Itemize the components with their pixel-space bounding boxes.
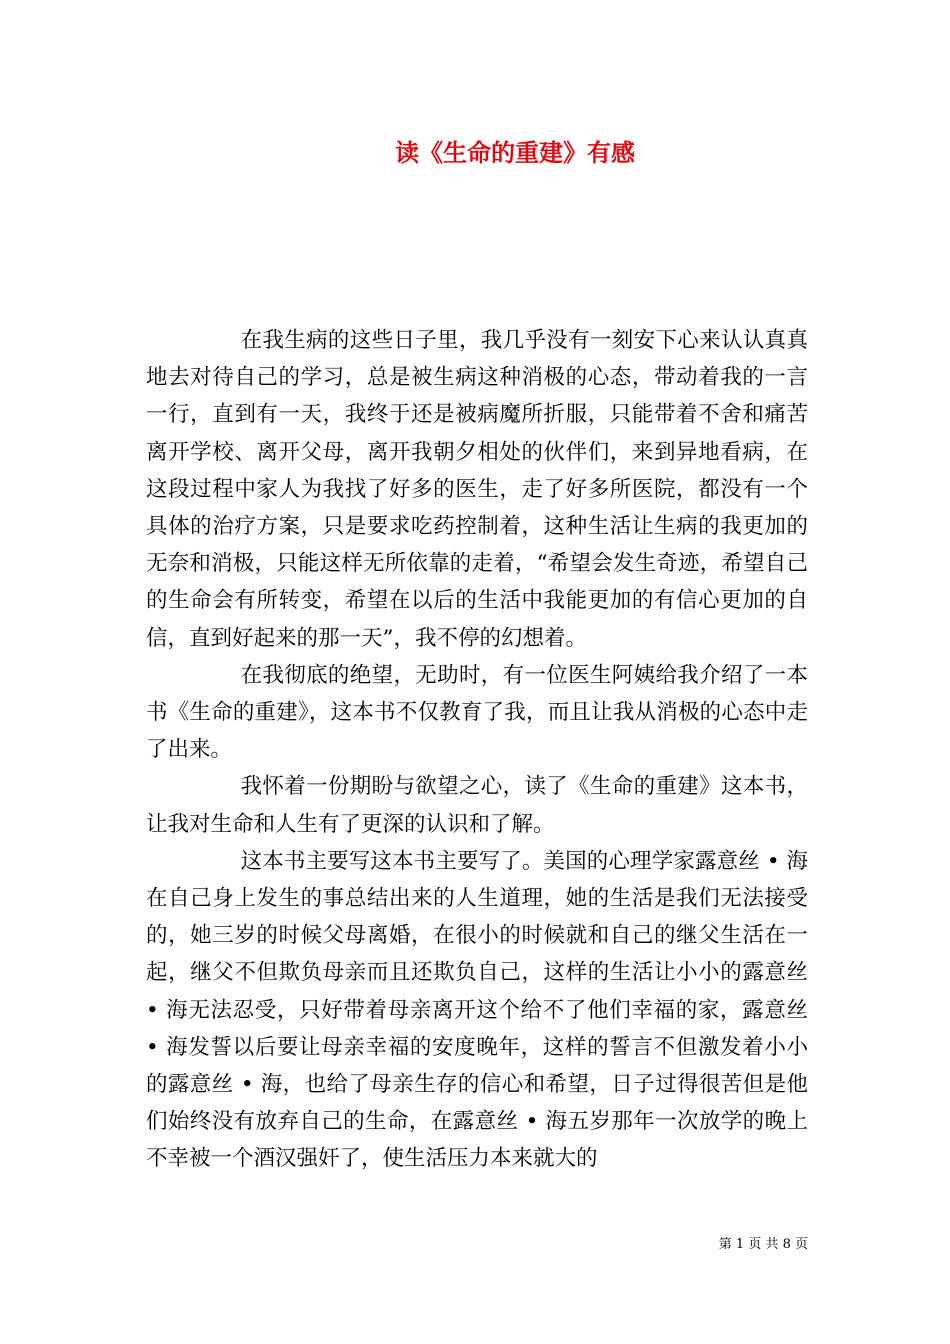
paragraph-4: 这本书主要写这本书主要写了。美国的心理学家露意丝 • 海在自己身上发生的事总结出来的人生道理，她的生活是我们无法接受的，她三岁的时候父母离婚，在很小的时候就和自己的继父生活在一起，继父不但欺负母亲而且还欺负自己，这样的生活让小小的露意丝 • 海无法忍受，只好带着母亲离开这个给不了他们幸福的家，露意丝 • 海发誓以后要让母亲幸福的安度晚年，这样的誓言不但激发着小小的露意丝 • 海，也给了母亲生存的信心和希望，日子过得很苦但是他们始终没有放弃自己的生命，在露意丝 • 海五岁那年一次放学的晚上不幸被一个酒汉强奸了，使生活压力本来就大的	[146, 848, 808, 1172]
document-body	[146, 322, 808, 1178]
paragraph-2: 在我彻底的绝望，无助时，有一位医生阿姨给我介绍了一本书《生命的重建》，这本书不仅教育了我，而且让我从消极的心态中走了出来。	[146, 662, 808, 763]
paragraph-3: 我怀着一份期盼与欲望之心，读了《生命的重建》这本书，让我对生命和人生有了更深的认识和了解。	[146, 774, 808, 837]
paragraph-1: 在我生病的这些日子里，我几乎没有一刻安下心来认认真真地去对待自己的学习，总是被生病这种消极的心态，带动着我的一言一行，直到有一天，我终于还是被病魔所折服，只能带着不舍和痛苦离开学校、离开父母，离开我朝夕相处的伙伴们，来到异地看病，在这段过程中家人为我找了好多的医生，走了好多所医院，都没有一个具体的治疗方案，只是要求吃药控制着，这种生活让生病的我更加的无奈和消极，只能这样无所依靠的走着，“希望会发生奇迹，希望自己的生命会有所转变，希望在以后的生活中我能更加的有信心更加的自信，直到好起来的那一天”，我不停的幻想着。	[146, 328, 808, 651]
page-title: 读《生命的重建》有感	[395, 138, 635, 167]
page-number-footer: 第 1 页 共 8 页	[718, 1237, 808, 1252]
